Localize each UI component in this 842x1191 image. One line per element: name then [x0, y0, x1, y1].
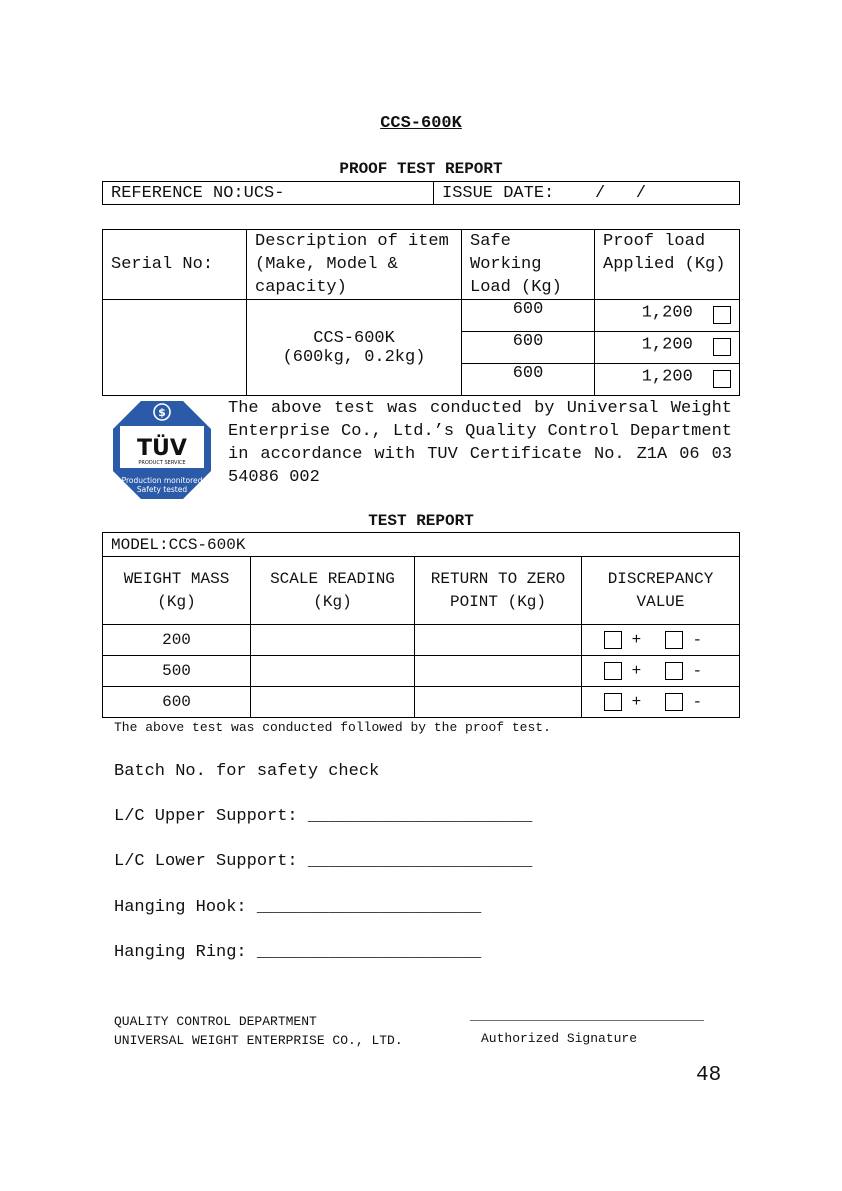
footer-block — [114, 1012, 403, 1050]
proof-checkbox[interactable] — [713, 338, 731, 356]
plus-sign: + — [631, 631, 642, 650]
weight-cell: 600 — [103, 687, 251, 718]
upper-support-field[interactable]: L/C Upper Support: ______________________ — [114, 807, 533, 826]
logo-brand: TÜV — [137, 436, 187, 461]
qc-department: QUALITY CONTROL DEPARTMENT — [114, 1014, 317, 1029]
weight-cell: 200 — [103, 625, 251, 656]
zero-cell[interactable] — [415, 687, 582, 718]
discrepancy-cell — [582, 656, 740, 687]
batch-title: Batch No. for safety check — [114, 762, 380, 781]
proof-cell — [595, 300, 740, 332]
plus-sign: + — [631, 693, 642, 712]
proof-value: 1,200 — [641, 367, 693, 387]
logo-line-2: Safety tested — [136, 485, 188, 494]
signature-line[interactable]: ______________________________ — [470, 1008, 705, 1023]
reference-table — [102, 181, 740, 205]
logo-line-1: Production monitored — [121, 476, 203, 485]
serial-cell — [103, 300, 247, 396]
minus-sign: - — [692, 693, 703, 712]
report-title: PROOF TEST REPORT — [339, 160, 503, 178]
proof-checkbox[interactable] — [713, 370, 731, 388]
minus-checkbox[interactable] — [665, 693, 683, 711]
plus-checkbox[interactable] — [604, 662, 622, 680]
test-report-title: TEST REPORT — [368, 512, 474, 530]
zero-cell[interactable] — [415, 656, 582, 687]
zero-header: RETURN TO ZERO POINT (Kg) — [415, 557, 582, 625]
plus-checkbox[interactable] — [604, 693, 622, 711]
scale-header: SCALE READING (Kg) — [251, 557, 415, 625]
minus-sign: - — [692, 662, 703, 681]
page-number: 48 — [696, 1064, 722, 1087]
logo-service: PRODUCT SERVICE — [138, 460, 186, 466]
reference-number: REFERENCE NO:UCS- — [103, 182, 434, 205]
lower-support-field[interactable]: L/C Lower Support: ______________________ — [114, 852, 533, 871]
description-header: Description of item (Make, Model & capacity) — [247, 230, 462, 300]
proof-value: 1,200 — [641, 303, 693, 323]
model-title: CCS-600K — [380, 114, 462, 133]
swl-cell: 600 — [462, 332, 595, 364]
proof-value: 1,200 — [641, 335, 693, 355]
scale-cell[interactable] — [251, 625, 415, 656]
test-note: The above test was conducted followed by the proof test. — [114, 720, 551, 735]
hanging-ring-field[interactable]: Hanging Ring: ______________________ — [114, 943, 482, 962]
discrepancy-header: DISCREPANCY VALUE — [582, 557, 740, 625]
scale-cell[interactable] — [251, 656, 415, 687]
proof-table — [102, 229, 740, 396]
proof-cell — [595, 332, 740, 364]
minus-checkbox[interactable] — [665, 631, 683, 649]
description-cell — [247, 300, 462, 396]
proof-cell — [595, 364, 740, 396]
company-name: UNIVERSAL WEIGHT ENTERPRISE CO., LTD. — [114, 1033, 403, 1048]
weight-cell: 500 — [103, 656, 251, 687]
swl-cell: 600 — [462, 364, 595, 396]
svg-text:$: $ — [158, 406, 166, 419]
tuv-logo — [112, 400, 212, 500]
test-table — [102, 532, 740, 718]
proof-checkbox[interactable] — [713, 306, 731, 324]
signature-label: Authorized Signature — [481, 1031, 638, 1046]
plus-sign: + — [631, 662, 642, 681]
minus-checkbox[interactable] — [665, 662, 683, 680]
description-line-1: CCS-600K — [313, 328, 395, 348]
proof-header: Proof load Applied (Kg) — [595, 230, 740, 300]
issue-date: ISSUE DATE: / / — [434, 182, 740, 205]
certification-statement: The above test was conducted by Universal Weight Enterprise Co., Ltd.’s Quality Control Department in accordance with TUV Certificate No. Z1A 06 03 54086 002 — [228, 399, 732, 487]
model-label: MODEL:CCS-600K — [103, 533, 740, 557]
swl-cell: 600 — [462, 300, 595, 332]
serial-header: Serial No: — [103, 230, 247, 300]
plus-checkbox[interactable] — [604, 631, 622, 649]
discrepancy-cell — [582, 687, 740, 718]
description-line-2: (600kg, 0.2kg) — [282, 347, 426, 367]
scale-cell[interactable] — [251, 687, 415, 718]
minus-sign: - — [692, 631, 703, 650]
zero-cell[interactable] — [415, 625, 582, 656]
weight-header: WEIGHT MASS (Kg) — [103, 557, 251, 625]
discrepancy-cell — [582, 625, 740, 656]
hanging-hook-field[interactable]: Hanging Hook: ______________________ — [114, 898, 482, 917]
swl-header: Safe Working Load (Kg) — [462, 230, 595, 300]
